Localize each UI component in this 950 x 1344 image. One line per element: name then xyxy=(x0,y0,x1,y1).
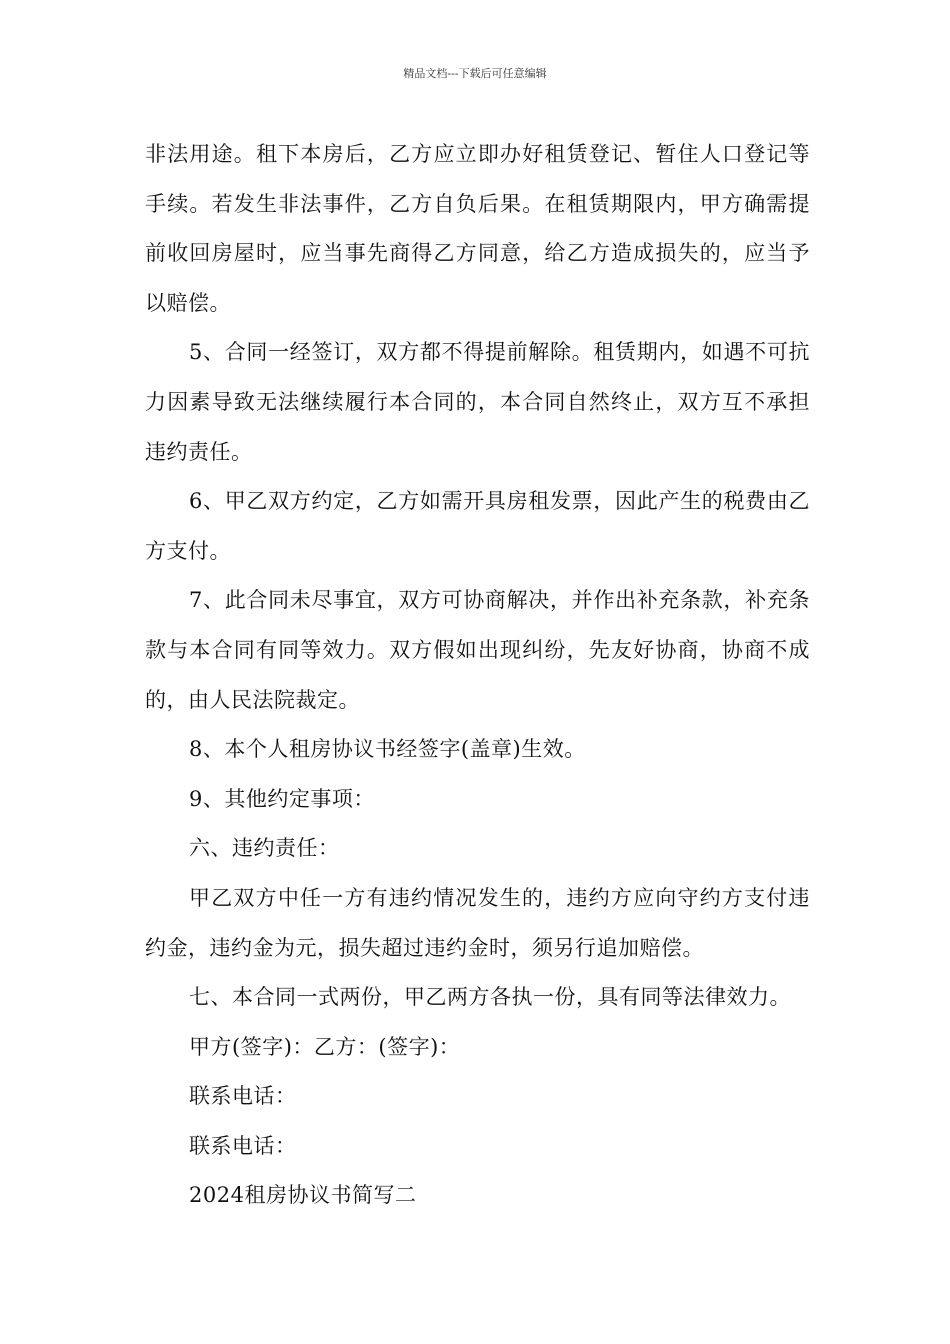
clause-7: 7、此合同未尽事宜，双方可协商解决，并作出补充条款，补充条款与本合同有同等效力。双方假如出现纠纷，先友好协商，协商不成的，由人民法院裁定。 xyxy=(145,588,810,712)
clause-9: 9、其他约定事项： xyxy=(189,786,375,811)
clause-5: 5、合同一经签订，双方都不得提前解除。租赁期内，如遇不可抗力因素导致无法继续履行本合同的，本合同自然终止，双方互不承担违约责任。 xyxy=(145,340,810,464)
next-document-title: 2024租房协议书简写二 xyxy=(189,1183,417,1208)
paragraph-continuation: 非法用途。租下本房后，乙方应立即办好租赁登记、暂住人口登记等手续。若发生非法事件，乙方自负后果。在租赁期限内，甲方确需提前收回房屋时，应当事先商得乙方同意，给乙方造成损失的，应当予以赔偿。 xyxy=(145,142,810,315)
contact-phone-2: 联系电话： xyxy=(189,1133,297,1158)
clause-8: 8、本个人租房协议书经签字(盖章)生效。 xyxy=(189,737,586,762)
page-header: 精品文档---下载后可任意编辑 xyxy=(403,67,547,80)
section-copies: 七、本合同一式两份，甲乙两方各执一份，具有同等法律效力。 xyxy=(189,985,791,1010)
contact-phone-1: 联系电话： xyxy=(189,1084,297,1109)
section-heading-breach: 六、违约责任： xyxy=(189,836,340,861)
breach-paragraph: 甲乙双方中任一方有违约情况发生的，违约方应向守约方支付违约金，违约金为元，损失超过违约金时，须另行追加赔偿。 xyxy=(145,885,810,960)
signature-line: 甲方(签字)：乙方：(签字)： xyxy=(189,1034,461,1059)
document-body xyxy=(145,130,810,1221)
clause-6: 6、甲乙双方约定，乙方如需开具房租发票，因此产生的税费由乙方支付。 xyxy=(145,489,810,563)
